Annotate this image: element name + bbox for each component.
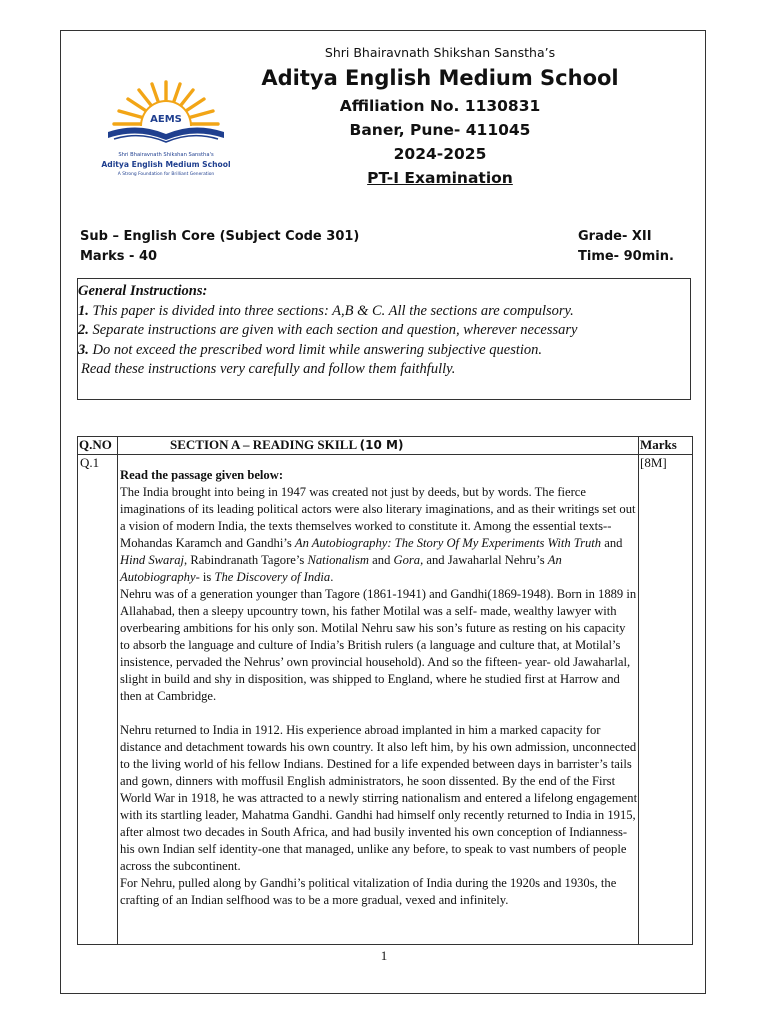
instruction-item-2: [78, 321, 690, 341]
passage-text: and: [369, 553, 394, 567]
instruction-item-1: [78, 302, 690, 322]
passage-paragraph-1: [120, 484, 638, 586]
reading-passage: [118, 455, 638, 909]
school-name: Aditya English Medium School: [261, 66, 619, 90]
instructions-footer: Read these instructions very carefully and follow them faithfully.: [81, 361, 456, 377]
question-number: Q.1: [78, 455, 118, 945]
logo-tagline-1: Shri Bhairavnath Shikshan Sanstha's: [118, 152, 214, 158]
book-title: An Autobiography: [120, 553, 562, 584]
question-marks: [8M]: [639, 455, 693, 945]
sun-book-icon: [100, 76, 232, 188]
passage-text: , Rabindranath Tagore’s: [184, 553, 308, 567]
instruction-item-3: [78, 341, 690, 361]
academic-year: 2024-2025: [393, 145, 487, 163]
time-line: Time- 90min.: [578, 249, 674, 264]
qno-header: Q.NO: [78, 437, 118, 455]
section-header: [118, 437, 639, 455]
instruction-text: Do not exceed the prescribed word limit while answering subjective question.: [88, 341, 543, 358]
passage-paragraph-2: Nehru was of a generation younger than Tagore (1861-1941) and Gandhi(1869-1948). Born in 1889 in Allahabad, then a sleepy upcountry town, his father Motilal was a self- made, wealthy lawyer with overbearing ambitions for his only son. Motilal Nehru saw his son’s future as resting on his capacity to absorb the language and culture of India’s British rulers (a language and culture that, at Motilal’s insistence, pervaded the Nehrus’ own provincial household). And so the fifteen- year- old Jawaharlal, slight in build and shy in disposition, was shipped to England, where he studied first at Harrow and then at Cambridge.: [120, 587, 637, 703]
question-table: [77, 436, 693, 945]
logo-tagline-3: A Strong Foundation for Brilliant Generation: [117, 172, 215, 177]
school-address: Baner, Pune- 411045: [349, 121, 531, 139]
marks-line: Marks - 40: [80, 249, 158, 264]
marks-header: Marks: [639, 437, 693, 455]
instruction-text: This paper is divided into three sections: A,B & C. All the sections are compulsory.: [88, 302, 574, 319]
passage-paragraph-4: For Nehru, pulled along by Gandhi’s political vitalization of India during the 1920s and 1930s, the crafting of an Indian selfhood was to be a more gradual, vexed and infinitely.: [120, 876, 617, 907]
book-title: The Discovery of India: [214, 570, 331, 584]
page-number: 1: [380, 948, 388, 963]
trust-name: Shri Bhairavnath Shikshan Sanstha’s: [324, 45, 556, 60]
table-row: [78, 455, 693, 945]
book-title: Gora,: [393, 553, 424, 567]
grade-line: Grade- XII: [578, 229, 652, 244]
instruction-text: Separate instructions are given with each section and question, wherever necessary: [88, 322, 578, 338]
logo-text: AEMS: [150, 114, 182, 125]
exam-title: [200, 169, 680, 187]
passage-text: - is: [195, 570, 215, 584]
passage-cell: [118, 455, 639, 945]
affiliation-number: Affiliation No. 1130831: [339, 97, 541, 115]
exam-title-text: PT-I Examination: [367, 169, 513, 187]
passage-text: and Jawaharlal Nehru’s: [423, 553, 548, 567]
passage-text: .: [330, 570, 334, 584]
logo-tagline-2: Aditya English Medium School: [101, 160, 231, 169]
book-title: An Autobiography: The Story Of My Experiments With Truth: [294, 536, 602, 550]
passage-paragraph-3: Nehru returned to India in 1912. His experience abroad implanted in him a marked capacity for distance and detachment towards his own country. It also left him, by his own admission, unconnected to the living world of his fellow Indians. Destined for a life expended between days in barrister’s tails and gown, dinners with moffusil English administrators, he soon dissented. By the end of the First World War in 1918, he was attracted to a newly stirring nationalism and entered a lifelong engagement with its startling leader, Mahatma Gandhi. Gandhi had himself only recently returned to India in 1915, after almost two decades in South Africa, and had busily invented his own conception of Indianness- his own Indian self identity-one that managed, unlike any before, to speak to vast numbers of people across the subcontinent.: [120, 723, 638, 873]
book-title: Hind Swaraj: [120, 553, 185, 567]
instructions-heading: General Instructions:: [78, 283, 208, 299]
passage-text: The India brought into being in 1947 was created not just by deeds, but by words. The fierce imaginations of its leading political actors were also literary imaginations, and as their writings set out a vision of modern India, the texts themselves worked to constitute it. Among the essential texts--Mohandas Karamch and Gandhi’s: [120, 485, 636, 550]
subject-line: Sub – English Core (Subject Code 301): [80, 229, 360, 244]
passage-text: and: [601, 536, 623, 550]
general-instructions-box: [77, 278, 691, 400]
instruction-number: 1.: [78, 302, 89, 319]
section-title: SECTION A – READING SKILL: [170, 437, 357, 452]
instruction-number: 3.: [78, 341, 89, 358]
section-marks: (10 M): [359, 438, 404, 452]
book-title: Nationalism: [307, 553, 370, 567]
instruction-number: 2.: [78, 322, 89, 338]
school-logo: [100, 76, 232, 188]
question-title: Read the passage given below:: [120, 468, 284, 482]
table-header-row: [78, 437, 693, 455]
